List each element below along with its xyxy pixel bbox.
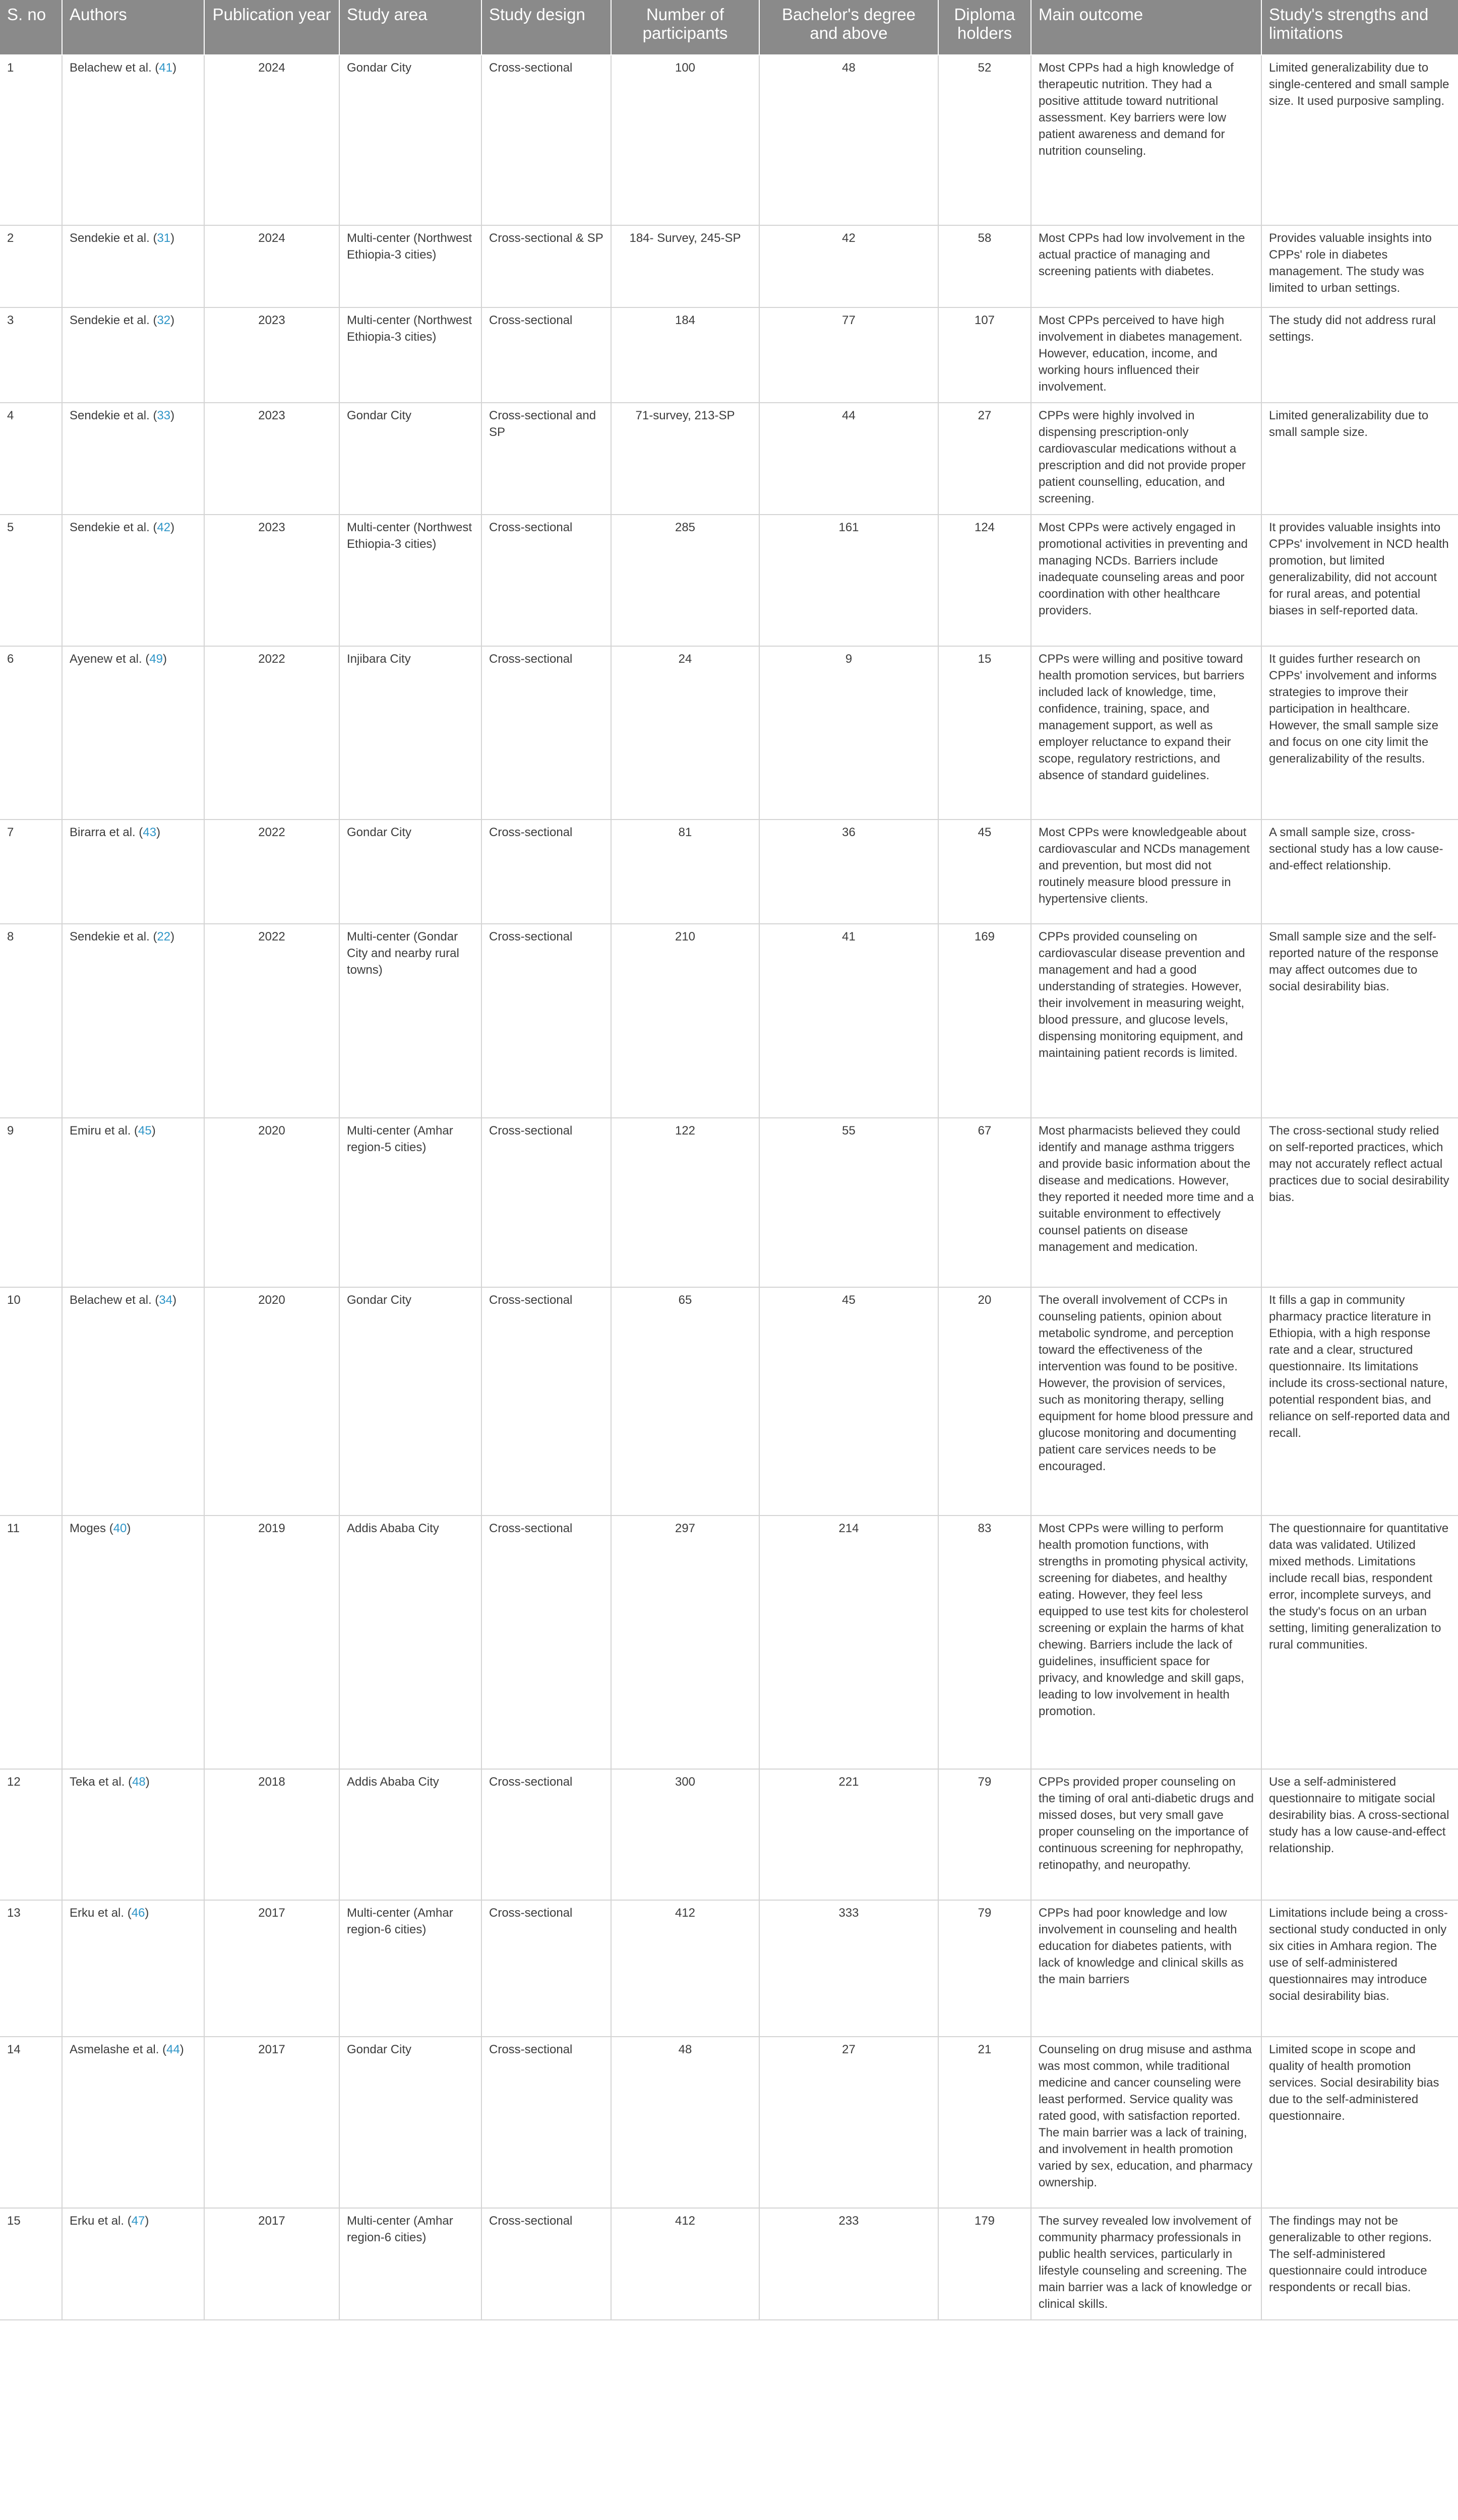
author-name: Birarra et al. ( bbox=[70, 826, 143, 839]
cell-s-no: 11 bbox=[0, 1516, 62, 1769]
author-name: Moges ( bbox=[70, 1522, 113, 1535]
cell-strengths-limitations: Limited generalizability due to single-centered and small sample size. It used purposive sampling. bbox=[1261, 55, 1458, 225]
cell-strengths-limitations: It fills a gap in community pharmacy practice literature in Ethiopia, with a high response rate and a clear, structured questionnaire. Its limitations include its cross-sectional nature, potential respondent bias, and reliance on self-reported data and recall. bbox=[1261, 1287, 1458, 1516]
author-name: Asmelashe et al. ( bbox=[70, 2043, 167, 2056]
ref-close-paren: ) bbox=[145, 1775, 150, 1789]
cell-strengths-limitations: The cross-sectional study relied on self-reported practices, which may not accurately reflect actual practices due to social desirability bias. bbox=[1261, 1118, 1458, 1287]
header-bachelors-degree: Bachelor's degree and above bbox=[759, 0, 938, 55]
cell-participants: 184- Survey, 245-SP bbox=[611, 225, 759, 307]
cell-participants: 210 bbox=[611, 924, 759, 1118]
header-main-outcome: Main outcome bbox=[1031, 0, 1261, 55]
cell-main-outcome: CPPs provided counseling on cardiovascular disease prevention and management and had a good understanding of strategies. However, their involvement in measuring weight, blood pressure, and glucose levels, dispensing monitoring equipment, and maintaining patient records is limited. bbox=[1031, 924, 1261, 1118]
cell-study-design: Cross-sectional bbox=[481, 924, 611, 1118]
cell-strengths-limitations: Use a self-administered questionnaire to mitigate social desirability bias. A cross-sectional study has a low cause-and-effect relationship. bbox=[1261, 1769, 1458, 1900]
cell-strengths-limitations: Limited generalizability due to small sample size. bbox=[1261, 403, 1458, 515]
cell-authors bbox=[62, 1516, 204, 1769]
reference-link[interactable]: 33 bbox=[157, 409, 171, 422]
cell-diploma: 20 bbox=[938, 1287, 1031, 1516]
reference-link[interactable]: 49 bbox=[149, 652, 163, 666]
cell-study-design: Cross-sectional bbox=[481, 1769, 611, 1900]
cell-diploma: 58 bbox=[938, 225, 1031, 307]
cell-s-no: 14 bbox=[0, 2037, 62, 2208]
cell-study-area: Gondar City bbox=[339, 820, 481, 924]
cell-diploma: 79 bbox=[938, 1769, 1031, 1900]
cell-authors bbox=[62, 1900, 204, 2037]
cell-main-outcome: CPPs were willing and positive toward health promotion services, but barriers included lack of knowledge, time, confidence, training, space, and management support, as well as employer reluctance to expand their scope, regulatory restrictions, and absence of standard guidelines. bbox=[1031, 646, 1261, 820]
cell-s-no: 15 bbox=[0, 2208, 62, 2320]
author-name: Sendekie et al. ( bbox=[70, 409, 157, 422]
cell-bachelors: 45 bbox=[759, 1287, 938, 1516]
cell-strengths-limitations: Limited scope in scope and quality of health promotion services. Social desirability bias due to the self-administered questionnaire. bbox=[1261, 2037, 1458, 2208]
cell-strengths-limitations: It provides valuable insights into CPPs' involvement in NCD health promotion, but limited generalizability, did not account for rural areas, and potential biases in self-reported data. bbox=[1261, 515, 1458, 646]
cell-authors bbox=[62, 2208, 204, 2320]
cell-bachelors: 48 bbox=[759, 55, 938, 225]
cell-study-design: Cross-sectional bbox=[481, 1287, 611, 1516]
header-number-of-participants: Number of participants bbox=[611, 0, 759, 55]
table-row bbox=[0, 1287, 1458, 1516]
cell-authors bbox=[62, 515, 204, 646]
cell-bachelors: 41 bbox=[759, 924, 938, 1118]
reference-link[interactable]: 22 bbox=[157, 930, 171, 943]
ref-close-paren: ) bbox=[163, 652, 167, 666]
table-row bbox=[0, 55, 1458, 225]
cell-diploma: 79 bbox=[938, 1900, 1031, 2037]
cell-study-area: Gondar City bbox=[339, 1287, 481, 1516]
cell-s-no: 3 bbox=[0, 307, 62, 403]
ref-close-paren: ) bbox=[170, 313, 175, 327]
author-name: Ayenew et al. ( bbox=[70, 652, 150, 666]
cell-s-no: 6 bbox=[0, 646, 62, 820]
header-s-no: S. no bbox=[0, 0, 62, 55]
cell-study-design: Cross-sectional bbox=[481, 307, 611, 403]
table-row bbox=[0, 2037, 1458, 2208]
cell-participants: 71-survey, 213-SP bbox=[611, 403, 759, 515]
cell-publication-year: 2023 bbox=[204, 307, 339, 403]
table-row bbox=[0, 307, 1458, 403]
cell-publication-year: 2023 bbox=[204, 403, 339, 515]
cell-publication-year: 2020 bbox=[204, 1287, 339, 1516]
cell-authors bbox=[62, 403, 204, 515]
table-row bbox=[0, 1118, 1458, 1287]
ref-close-paren: ) bbox=[127, 1522, 131, 1535]
cell-main-outcome: CPPs had poor knowledge and low involvement in counseling and health education for diabetes patients, with lack of knowledge and clinical skills as the main barriers bbox=[1031, 1900, 1261, 2037]
cell-bachelors: 36 bbox=[759, 820, 938, 924]
cell-diploma: 21 bbox=[938, 2037, 1031, 2208]
reference-link[interactable]: 40 bbox=[113, 1522, 127, 1535]
cell-authors bbox=[62, 924, 204, 1118]
reference-link[interactable]: 32 bbox=[157, 313, 171, 327]
cell-study-area: Addis Ababa City bbox=[339, 1516, 481, 1769]
header-strengths-limitations: Study's strengths and limitations bbox=[1261, 0, 1458, 55]
cell-study-design: Cross-sectional and SP bbox=[481, 403, 611, 515]
reference-link[interactable]: 41 bbox=[159, 61, 173, 75]
header-authors: Authors bbox=[62, 0, 204, 55]
ref-close-paren: ) bbox=[170, 930, 175, 943]
cell-authors bbox=[62, 1118, 204, 1287]
cell-main-outcome: Counseling on drug misuse and asthma was most common, while traditional medicine and cancer counseling were least performed. Service quality was rated good, with satisfaction reported. The main barrier was a lack of training, and involvement in health promotion varied by sex, education, and pharmacy ownership. bbox=[1031, 2037, 1261, 2208]
cell-bachelors: 27 bbox=[759, 2037, 938, 2208]
table-row bbox=[0, 646, 1458, 820]
cell-study-area: Gondar City bbox=[339, 2037, 481, 2208]
cell-bachelors: 233 bbox=[759, 2208, 938, 2320]
author-name: Teka et al. ( bbox=[70, 1775, 133, 1789]
cell-study-design: Cross-sectional bbox=[481, 1900, 611, 2037]
cell-bachelors: 44 bbox=[759, 403, 938, 515]
table-row bbox=[0, 515, 1458, 646]
header-publication-year: Publication year bbox=[204, 0, 339, 55]
header-diploma-holders: Diploma holders bbox=[938, 0, 1031, 55]
cell-study-design: Cross-sectional bbox=[481, 2037, 611, 2208]
cell-main-outcome: The survey revealed low involvement of community pharmacy professionals in public health services, particularly in lifestyle counseling and screening. The main barrier was a lack of knowledge or clinical skills. bbox=[1031, 2208, 1261, 2320]
cell-publication-year: 2024 bbox=[204, 225, 339, 307]
cell-study-design: Cross-sectional & SP bbox=[481, 225, 611, 307]
table-header-row bbox=[0, 0, 1458, 55]
table-row bbox=[0, 2208, 1458, 2320]
ref-close-paren: ) bbox=[151, 1124, 156, 1138]
cell-publication-year: 2017 bbox=[204, 2037, 339, 2208]
cell-s-no: 12 bbox=[0, 1769, 62, 1900]
cell-participants: 285 bbox=[611, 515, 759, 646]
cell-authors bbox=[62, 820, 204, 924]
cell-strengths-limitations: Provides valuable insights into CPPs' role in diabetes management. The study was limited to urban settings. bbox=[1261, 225, 1458, 307]
cell-publication-year: 2023 bbox=[204, 515, 339, 646]
cell-main-outcome: The overall involvement of CCPs in counseling patients, opinion about metabolic syndrome, and perception toward the effectiveness of the intervention was found to be positive. However, the provision of services, such as monitoring therapy, selling equipment for home blood pressure and glucose monitoring and documenting patient care services needs to be encouraged. bbox=[1031, 1287, 1261, 1516]
reference-link[interactable]: 43 bbox=[143, 826, 157, 839]
cell-study-area: Addis Ababa City bbox=[339, 1769, 481, 1900]
cell-strengths-limitations: It guides further research on CPPs' involvement and informs strategies to improve their participation in healthcare. However, the small sample size and focus on one city limit the generalizability of the results. bbox=[1261, 646, 1458, 820]
cell-strengths-limitations: Small sample size and the self-reported nature of the response may affect outcomes due to social desirability bias. bbox=[1261, 924, 1458, 1118]
table-row bbox=[0, 820, 1458, 924]
cell-diploma: 45 bbox=[938, 820, 1031, 924]
cell-diploma: 52 bbox=[938, 55, 1031, 225]
cell-main-outcome: Most CPPs were actively engaged in promotional activities in preventing and managing NCDs. Barriers include inadequate counseling areas and poor coordination with other healthcare providers. bbox=[1031, 515, 1261, 646]
reference-link[interactable]: 45 bbox=[138, 1124, 152, 1138]
ref-close-paren: ) bbox=[156, 826, 161, 839]
cell-publication-year: 2024 bbox=[204, 55, 339, 225]
author-name: Sendekie et al. ( bbox=[70, 231, 157, 245]
cell-study-design: Cross-sectional bbox=[481, 1118, 611, 1287]
header-study-area: Study area bbox=[339, 0, 481, 55]
cell-bachelors: 214 bbox=[759, 1516, 938, 1769]
cell-study-area: Multi-center (Gondar City and nearby rural towns) bbox=[339, 924, 481, 1118]
cell-publication-year: 2019 bbox=[204, 1516, 339, 1769]
cell-strengths-limitations: The findings may not be generalizable to other regions. The self-administered questionnaire could introduce respondents or recall bias. bbox=[1261, 2208, 1458, 2320]
author-name: Emiru et al. ( bbox=[70, 1124, 139, 1138]
author-name: Erku et al. ( bbox=[70, 2214, 132, 2228]
cell-s-no: 10 bbox=[0, 1287, 62, 1516]
cell-s-no: 9 bbox=[0, 1118, 62, 1287]
author-name: Sendekie et al. ( bbox=[70, 521, 157, 534]
cell-authors bbox=[62, 225, 204, 307]
cell-main-outcome: Most CPPs were knowledgeable about cardiovascular and NCDs management and prevention, but most did not routinely measure blood pressure in hypertensive clients. bbox=[1031, 820, 1261, 924]
reference-link[interactable]: 47 bbox=[131, 2214, 145, 2228]
cell-bachelors: 161 bbox=[759, 515, 938, 646]
cell-publication-year: 2022 bbox=[204, 820, 339, 924]
cell-participants: 48 bbox=[611, 2037, 759, 2208]
ref-close-paren: ) bbox=[145, 2214, 149, 2228]
cell-authors bbox=[62, 307, 204, 403]
cell-publication-year: 2018 bbox=[204, 1769, 339, 1900]
cell-study-design: Cross-sectional bbox=[481, 515, 611, 646]
reference-link[interactable]: 42 bbox=[157, 521, 171, 534]
cell-study-area: Gondar City bbox=[339, 403, 481, 515]
cell-participants: 65 bbox=[611, 1287, 759, 1516]
cell-study-area: Multi-center (Northwest Ethiopia-3 cities) bbox=[339, 225, 481, 307]
cell-authors bbox=[62, 2037, 204, 2208]
cell-bachelors: 333 bbox=[759, 1900, 938, 2037]
cell-study-design: Cross-sectional bbox=[481, 646, 611, 820]
cell-s-no: 7 bbox=[0, 820, 62, 924]
reference-link[interactable]: 44 bbox=[166, 2043, 180, 2056]
cell-main-outcome: Most pharmacists believed they could identify and manage asthma triggers and provide basic information about the disease and medications. However, they reported it needed more time and a suitable environment to effectively counsel patients on disease management and medication. bbox=[1031, 1118, 1261, 1287]
author-name: Sendekie et al. ( bbox=[70, 930, 157, 943]
ref-close-paren: ) bbox=[170, 409, 175, 422]
cell-participants: 412 bbox=[611, 1900, 759, 2037]
cell-bachelors: 42 bbox=[759, 225, 938, 307]
cell-publication-year: 2017 bbox=[204, 2208, 339, 2320]
header-study-design: Study design bbox=[481, 0, 611, 55]
ref-close-paren: ) bbox=[170, 521, 175, 534]
cell-participants: 184 bbox=[611, 307, 759, 403]
cell-diploma: 107 bbox=[938, 307, 1031, 403]
cell-participants: 300 bbox=[611, 1769, 759, 1900]
reference-link[interactable]: 31 bbox=[157, 231, 171, 245]
cell-main-outcome: Most CPPs were willing to perform health promotion functions, with strengths in promoting physical activity, screening for diabetes, and healthy eating. However, they feel less equipped to use test kits for cholesterol screening or explain the harms of khat chewing. Barriers include the lack of guidelines, insufficient space for privacy, and knowledge and skill gaps, leading to low involvement in health promotion. bbox=[1031, 1516, 1261, 1769]
cell-strengths-limitations: A small sample size, cross-sectional study has a low cause-and-effect relationship. bbox=[1261, 820, 1458, 924]
cell-study-design: Cross-sectional bbox=[481, 1516, 611, 1769]
table-row bbox=[0, 1769, 1458, 1900]
cell-bachelors: 221 bbox=[759, 1769, 938, 1900]
cell-authors bbox=[62, 646, 204, 820]
cell-bachelors: 77 bbox=[759, 307, 938, 403]
cell-diploma: 179 bbox=[938, 2208, 1031, 2320]
cell-diploma: 169 bbox=[938, 924, 1031, 1118]
cell-publication-year: 2020 bbox=[204, 1118, 339, 1287]
table-row bbox=[0, 225, 1458, 307]
cell-study-area: Multi-center (Amhar region-6 cities) bbox=[339, 1900, 481, 2037]
cell-bachelors: 9 bbox=[759, 646, 938, 820]
table-row bbox=[0, 1516, 1458, 1769]
cell-publication-year: 2022 bbox=[204, 924, 339, 1118]
ref-close-paren: ) bbox=[172, 61, 177, 75]
cell-participants: 297 bbox=[611, 1516, 759, 1769]
table-row bbox=[0, 1900, 1458, 2037]
cell-participants: 81 bbox=[611, 820, 759, 924]
cell-study-area: Multi-center (Northwest Ethiopia-3 cities) bbox=[339, 515, 481, 646]
ref-close-paren: ) bbox=[170, 231, 175, 245]
cell-s-no: 4 bbox=[0, 403, 62, 515]
cell-strengths-limitations: The study did not address rural settings. bbox=[1261, 307, 1458, 403]
author-name: Belachew et al. ( bbox=[70, 61, 159, 75]
reference-link[interactable]: 48 bbox=[132, 1775, 146, 1789]
cell-participants: 24 bbox=[611, 646, 759, 820]
cell-main-outcome: CPPs were highly involved in dispensing prescription-only cardiovascular medications without a prescription and did not provide proper patient counselling, education, and screening. bbox=[1031, 403, 1261, 515]
cell-main-outcome: Most CPPs perceived to have high involvement in diabetes management. However, education, income, and working hours influenced their involvement. bbox=[1031, 307, 1261, 403]
ref-close-paren: ) bbox=[172, 1293, 177, 1307]
cell-bachelors: 55 bbox=[759, 1118, 938, 1287]
cell-study-design: Cross-sectional bbox=[481, 820, 611, 924]
cell-study-design: Cross-sectional bbox=[481, 2208, 611, 2320]
cell-main-outcome: Most CPPs had low involvement in the actual practice of managing and screening patients with diabetes. bbox=[1031, 225, 1261, 307]
cell-study-design: Cross-sectional bbox=[481, 55, 611, 225]
cell-diploma: 27 bbox=[938, 403, 1031, 515]
reference-link[interactable]: 46 bbox=[131, 1906, 145, 1920]
cell-study-area: Multi-center (Amhar region-6 cities) bbox=[339, 2208, 481, 2320]
cell-participants: 100 bbox=[611, 55, 759, 225]
cell-study-area: Multi-center (Northwest Ethiopia-3 cities) bbox=[339, 307, 481, 403]
cell-diploma: 67 bbox=[938, 1118, 1031, 1287]
cell-participants: 412 bbox=[611, 2208, 759, 2320]
cell-authors bbox=[62, 1769, 204, 1900]
cell-s-no: 8 bbox=[0, 924, 62, 1118]
cell-authors bbox=[62, 55, 204, 225]
author-name: Sendekie et al. ( bbox=[70, 313, 157, 327]
table-row bbox=[0, 403, 1458, 515]
ref-close-paren: ) bbox=[179, 2043, 184, 2056]
cell-publication-year: 2017 bbox=[204, 1900, 339, 2037]
reference-link[interactable]: 34 bbox=[159, 1293, 173, 1307]
cell-main-outcome: CPPs provided proper counseling on the timing of oral anti-diabetic drugs and missed doses, but very small gave proper counseling on the importance of continuous screening for nephropathy, retinopathy, and neuropathy. bbox=[1031, 1769, 1261, 1900]
cell-s-no: 1 bbox=[0, 55, 62, 225]
author-name: Belachew et al. ( bbox=[70, 1293, 159, 1307]
cell-study-area: Multi-center (Amhar region-5 cities) bbox=[339, 1118, 481, 1287]
ref-close-paren: ) bbox=[145, 1906, 149, 1920]
table-row bbox=[0, 924, 1458, 1118]
cell-s-no: 13 bbox=[0, 1900, 62, 2037]
cell-diploma: 124 bbox=[938, 515, 1031, 646]
cell-strengths-limitations: The questionnaire for quantitative data was validated. Utilized mixed methods. Limitations include recall bias, respondent error, incomplete surveys, and the study's focus on an urban setting, limiting generalization to rural communities. bbox=[1261, 1516, 1458, 1769]
cell-main-outcome: Most CPPs had a high knowledge of therapeutic nutrition. They had a positive attitude toward nutritional assessment. Key barriers were low patient awareness and demand for nutrition counseling. bbox=[1031, 55, 1261, 225]
cell-diploma: 15 bbox=[938, 646, 1031, 820]
author-name: Erku et al. ( bbox=[70, 1906, 132, 1920]
cell-s-no: 2 bbox=[0, 225, 62, 307]
cell-s-no: 5 bbox=[0, 515, 62, 646]
cell-study-area: Gondar City bbox=[339, 55, 481, 225]
cell-publication-year: 2022 bbox=[204, 646, 339, 820]
cell-study-area: Injibara City bbox=[339, 646, 481, 820]
cell-participants: 122 bbox=[611, 1118, 759, 1287]
cell-diploma: 83 bbox=[938, 1516, 1031, 1769]
cell-authors bbox=[62, 1287, 204, 1516]
table-body bbox=[0, 55, 1458, 2320]
cell-strengths-limitations: Limitations include being a cross-sectional study conducted in only six cities in Amhara region. The use of self-administered questionnaires may introduce social desirability bias. bbox=[1261, 1900, 1458, 2037]
